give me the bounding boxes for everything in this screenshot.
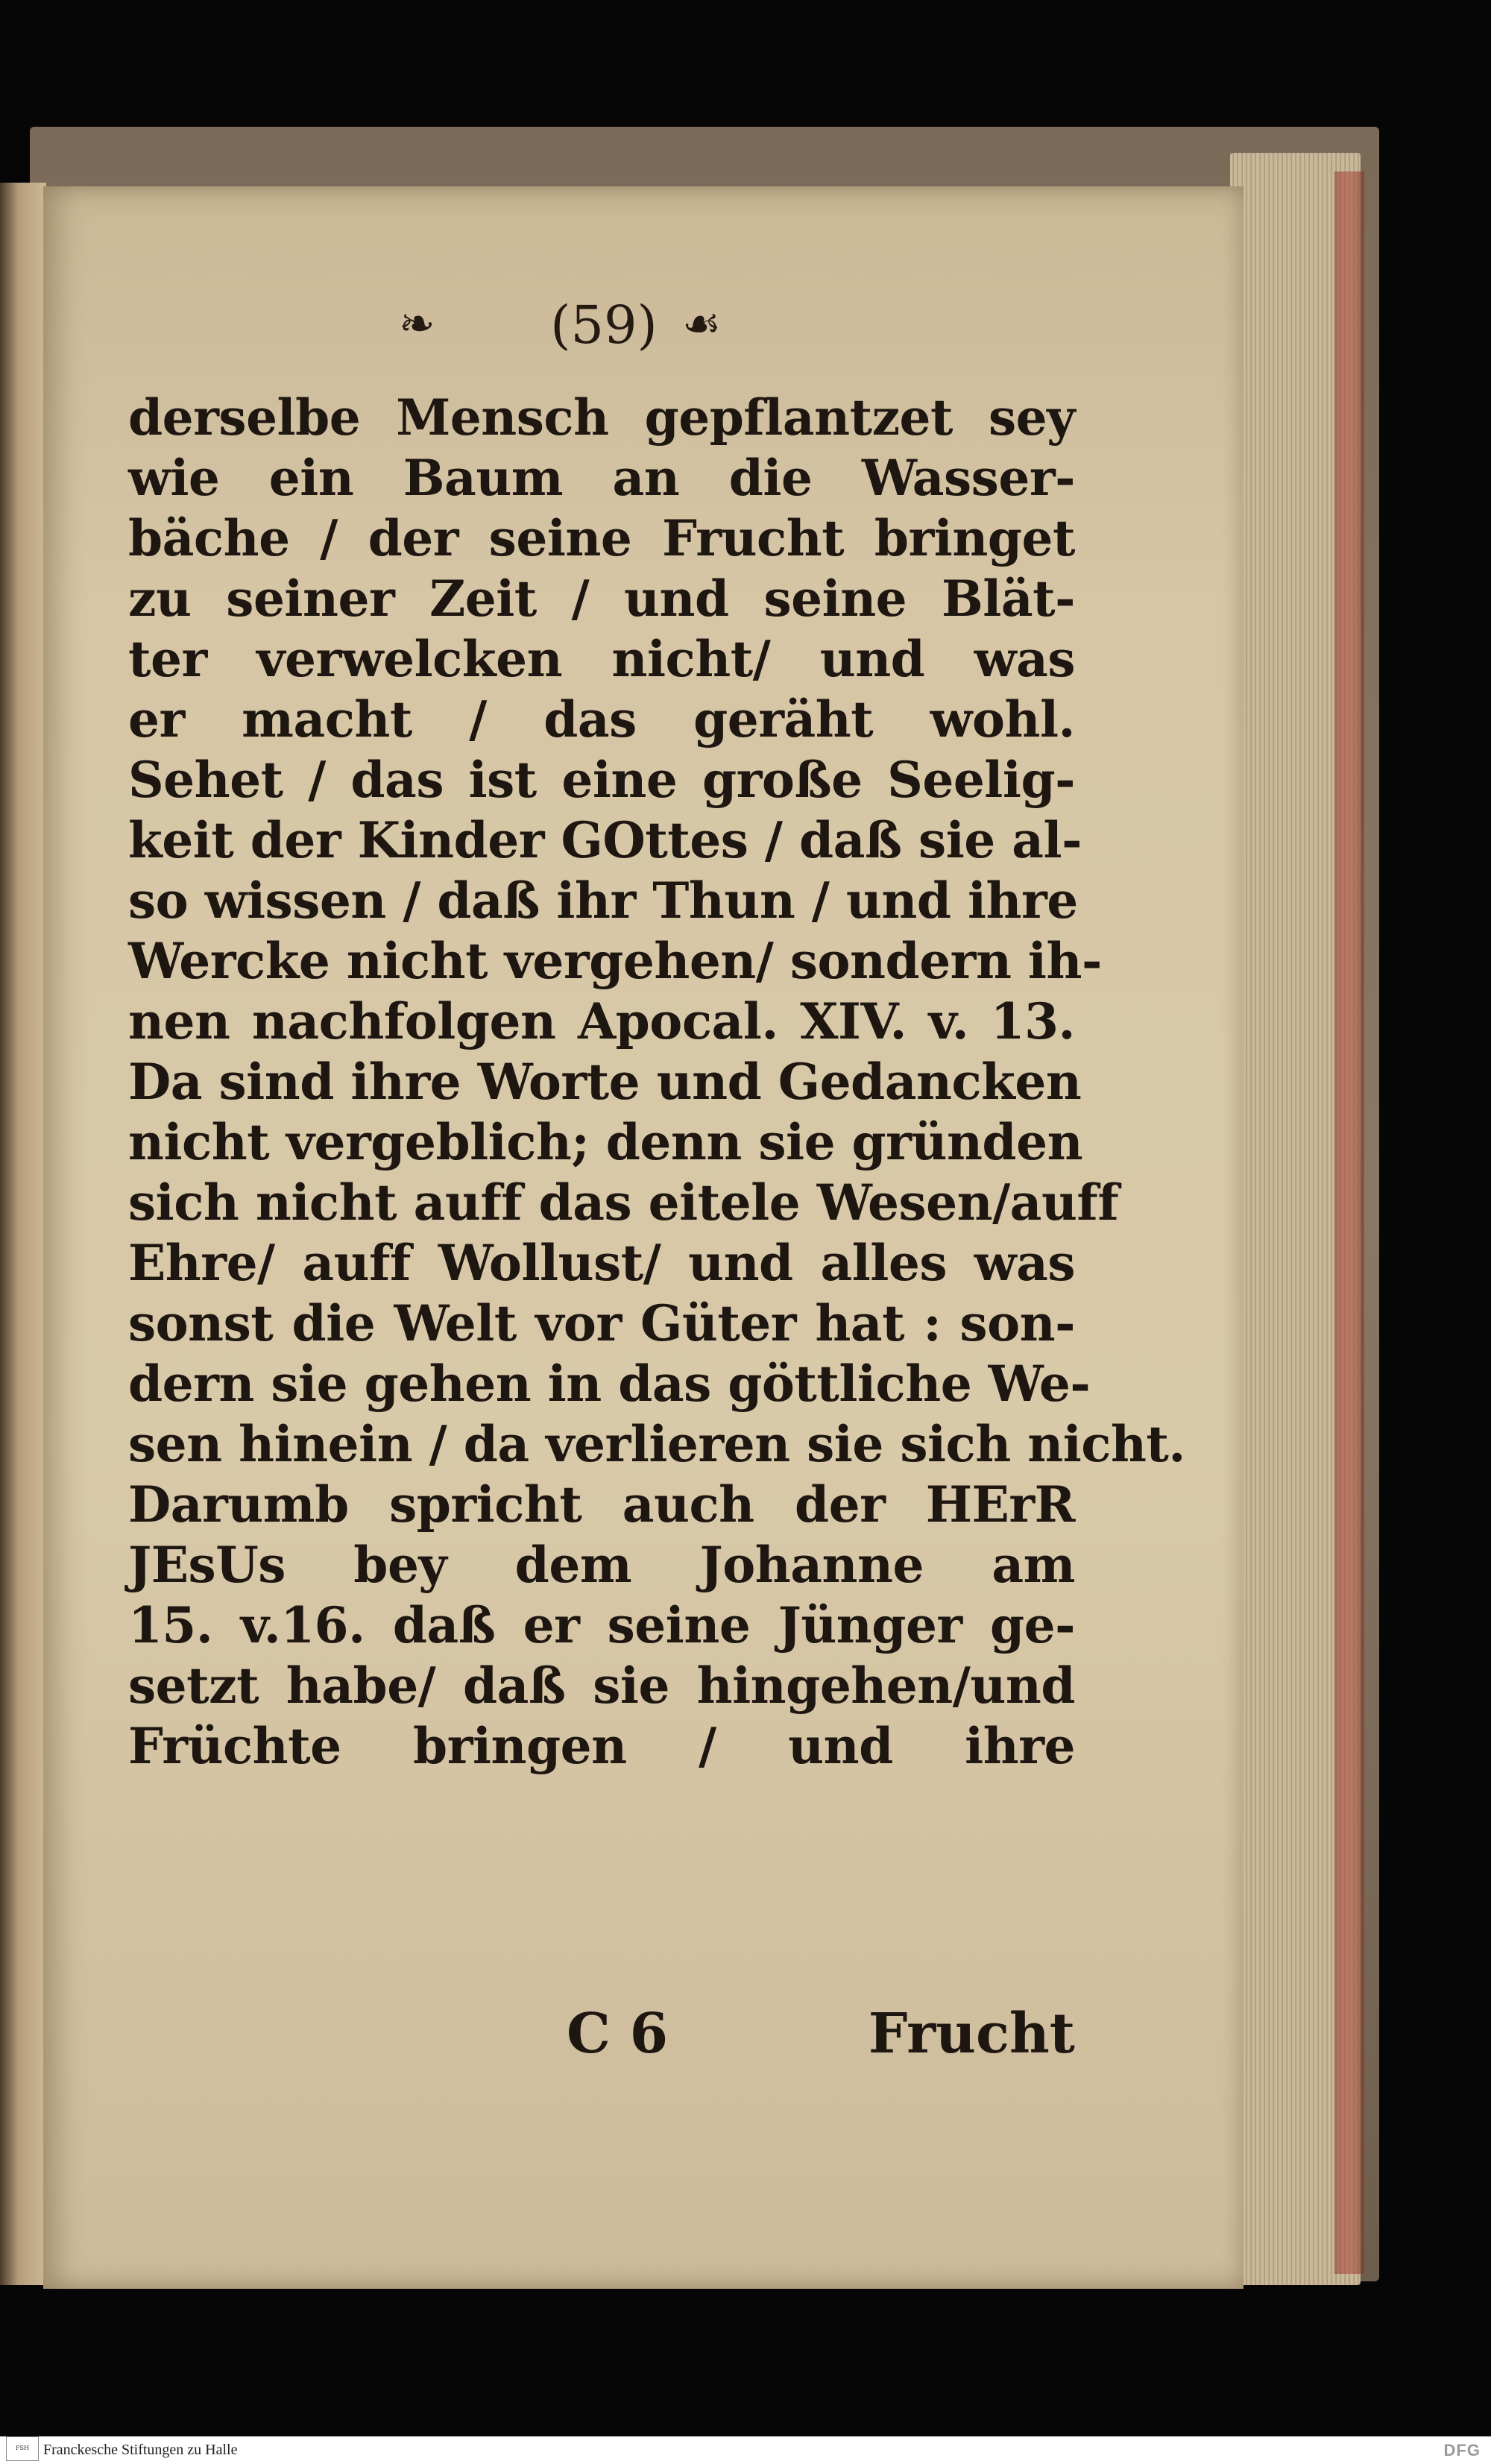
text-line: 15. v.16. daß er seine Jünger ge-: [128, 1596, 1075, 1654]
text-line: so wissen / daß ihr Thun / und ihre: [128, 872, 1078, 930]
catchword: Frucht: [868, 2002, 1075, 2066]
institution-logo-icon: FSH: [6, 2436, 39, 2461]
text-line: er macht / das geräht wohl.: [128, 690, 1075, 749]
page-header: [0, 294, 1491, 369]
text-line: derselbe Mensch gepflantzet sey: [128, 388, 1075, 447]
page-footer: [0, 2002, 1491, 2084]
text-line: Wercke nicht vergehen/ sondern ih-: [128, 932, 1102, 990]
text-line: keit der Kinder GOttes / daß sie al-: [128, 811, 1082, 869]
text-line: bäche / der seine Frucht bringet: [128, 509, 1075, 567]
text-line: nen nachfolgen Apocal. XIV. v. 13.: [128, 992, 1075, 1050]
funder-logo: DFG: [1443, 2441, 1481, 2460]
text-line: Früchte bringen / und ihre: [128, 1717, 1075, 1775]
text-line: sonst die Welt vor Güter hat : son-: [128, 1294, 1075, 1352]
ornament-right-icon: ☙: [682, 298, 721, 349]
institution-name: Franckesche Stiftungen zu Halle: [43, 2442, 238, 2458]
text-line: Ehre/ auff Wollust/ und alles was: [128, 1234, 1075, 1292]
attribution-bar: [0, 2436, 1491, 2464]
text-line: JEsUs bey dem Johanne am: [128, 1536, 1075, 1594]
adjacent-page-edge: [0, 183, 46, 2285]
text-line: Darumb spricht auch der HErR: [128, 1475, 1075, 1534]
text-line: sich nicht auff das eitele Wesen/auff: [128, 1173, 1119, 1232]
signature-mark: C 6: [567, 2002, 669, 2066]
page-body-text: [128, 388, 1185, 1777]
page-number: (59): [550, 294, 658, 356]
text-line: wie ein Baum an die Wasser-: [128, 449, 1075, 507]
text-line: setzt habe/ daß sie hingehen/und: [128, 1657, 1075, 1715]
text-line: sen hinein / da verlieren sie sich nicht.: [128, 1415, 1185, 1473]
text-line: zu seiner Zeit / und seine Blät-: [128, 570, 1075, 628]
ornament-left-icon: ❧: [399, 298, 435, 349]
text-line: nicht vergeblich; denn sie gründen: [128, 1113, 1083, 1171]
text-line: Sehet / das ist eine große Seelig-: [128, 751, 1075, 809]
text-line: Da sind ihre Worte und Gedancken: [128, 1053, 1082, 1111]
red-edge-tint: [1334, 171, 1364, 2274]
text-line: dern sie gehen in das göttliche We-: [128, 1355, 1091, 1413]
text-line: ter verwelcken nicht/ und was: [128, 630, 1075, 688]
